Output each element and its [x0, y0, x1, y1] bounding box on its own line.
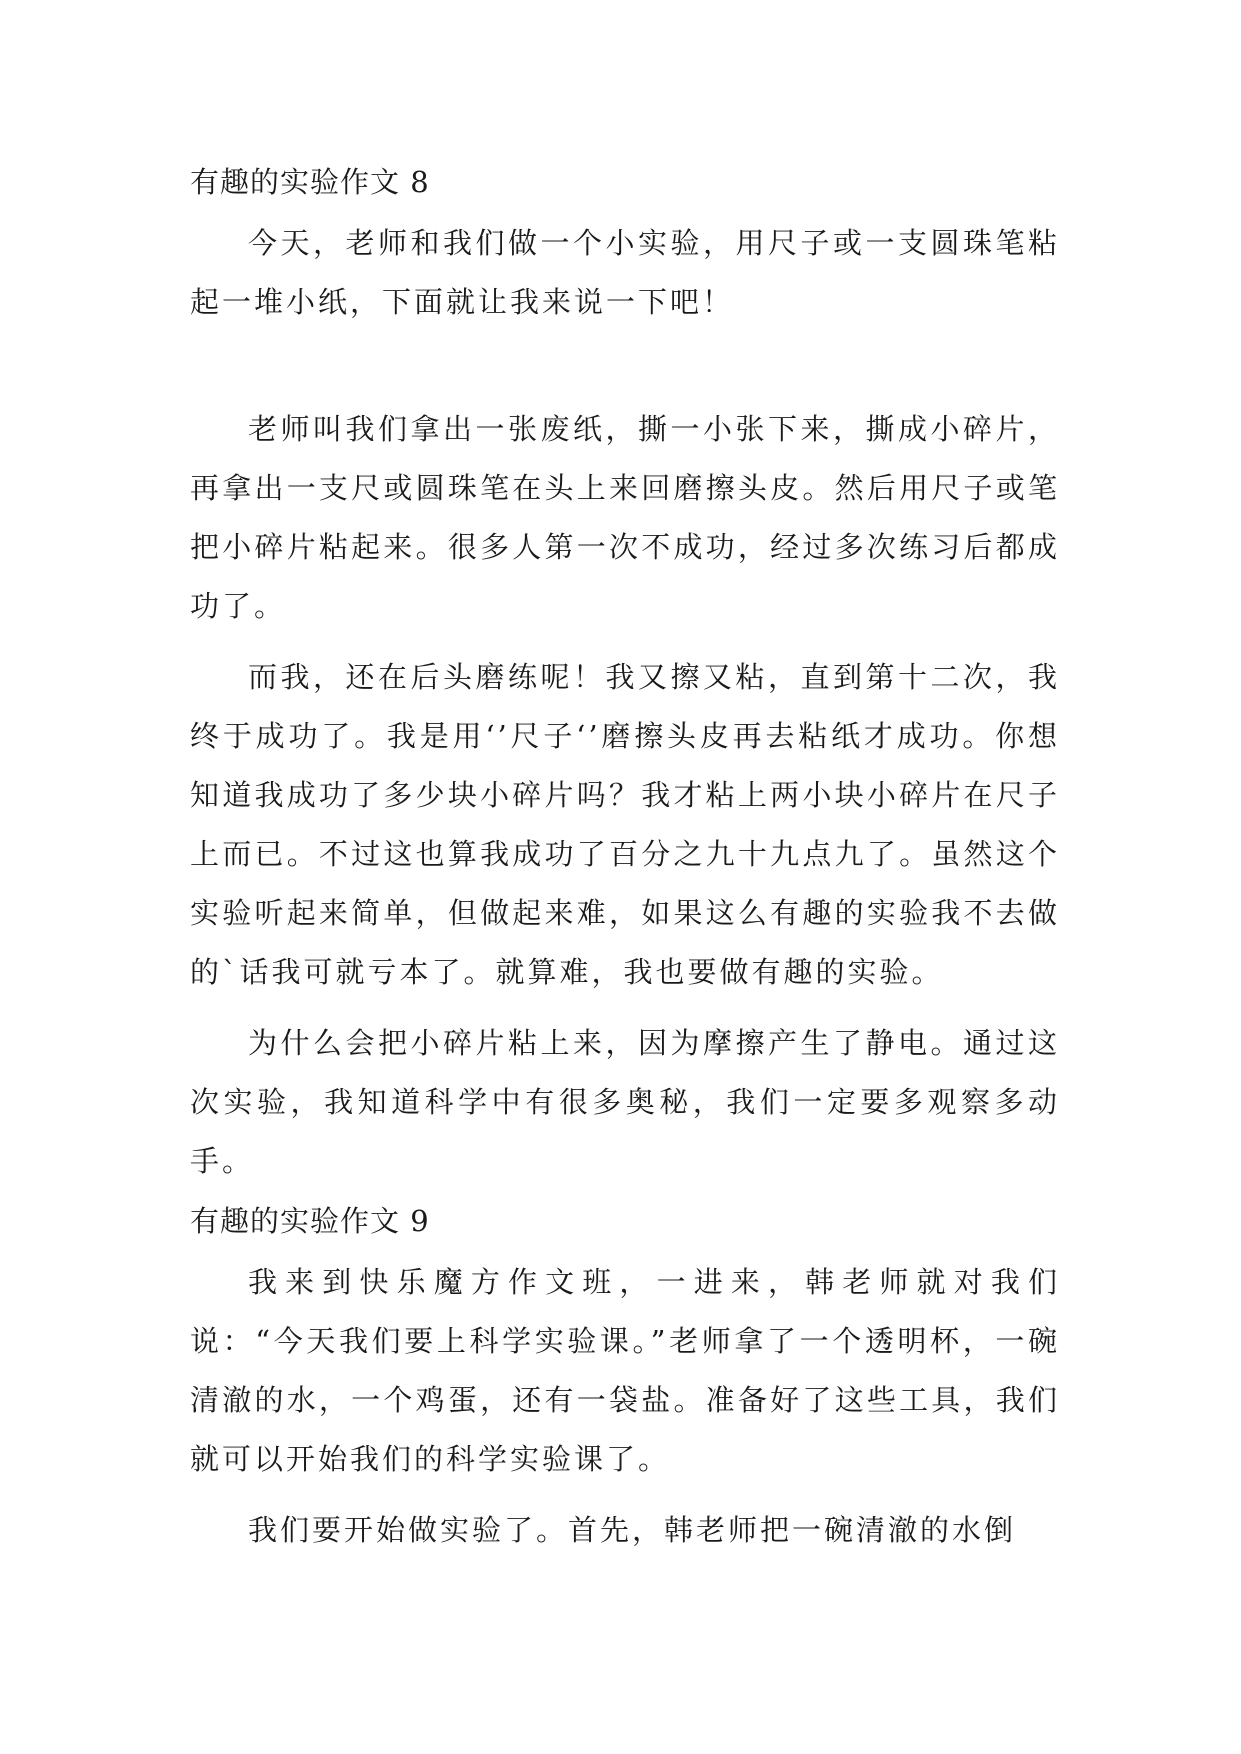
paragraph: 我来到快乐魔方作文班，一进来，韩老师就对我们说：“今天我们要上科学实验课。”老师拿了一个透明杯，一碗清澈的水，一个鸡蛋，还有一袋盐。准备好了这些工具，我们就可以开始我们的科学实验课了。	[190, 1265, 1060, 1476]
section-title: 有趣的实验作文 9	[190, 1204, 430, 1238]
paragraph: 老师叫我们拿出一张废纸，撕一小张下来，撕成小碎片，再拿出一支尺或圆珠笔在头上来回磨擦头皮。然后用尺子或笔把小碎片粘起来。很多人第一次不成功，经过多次练习后都成功了。	[190, 412, 1060, 623]
paragraph: 我们要开始做实验了。首先，韩老师把一碗清澈的水倒	[248, 1513, 1017, 1547]
section-title: 有趣的实验作文 8	[190, 165, 430, 199]
document-body	[190, 162, 1060, 1560]
paragraph: 而我，还在后头磨练呢！我又擦又粘，直到第十二次，我终于成功了。我是用‘’尺子‘’磨擦头皮再去粘纸才成功。你想知道我成功了多少块小碎片吗？我才粘上两小块小碎片在尺子上而已。不过这也算我成功了百分之九十九点九了。虽然这个实验听起来简单，但做起来难，如果这么有趣的实验我不去做的`话我可就亏本了。就算难，我也要做有趣的实验。	[190, 660, 1060, 989]
paragraph: 为什么会把小碎片粘上来，因为摩擦产生了静电。通过这次实验，我知道科学中有很多奥秘，我们一定要多观察多动手。	[190, 1026, 1060, 1178]
paragraph: 今天，老师和我们做一个小实验，用尺子或一支圆珠笔粘起一堆小纸，下面就让我来说一下吧！	[190, 226, 1060, 319]
